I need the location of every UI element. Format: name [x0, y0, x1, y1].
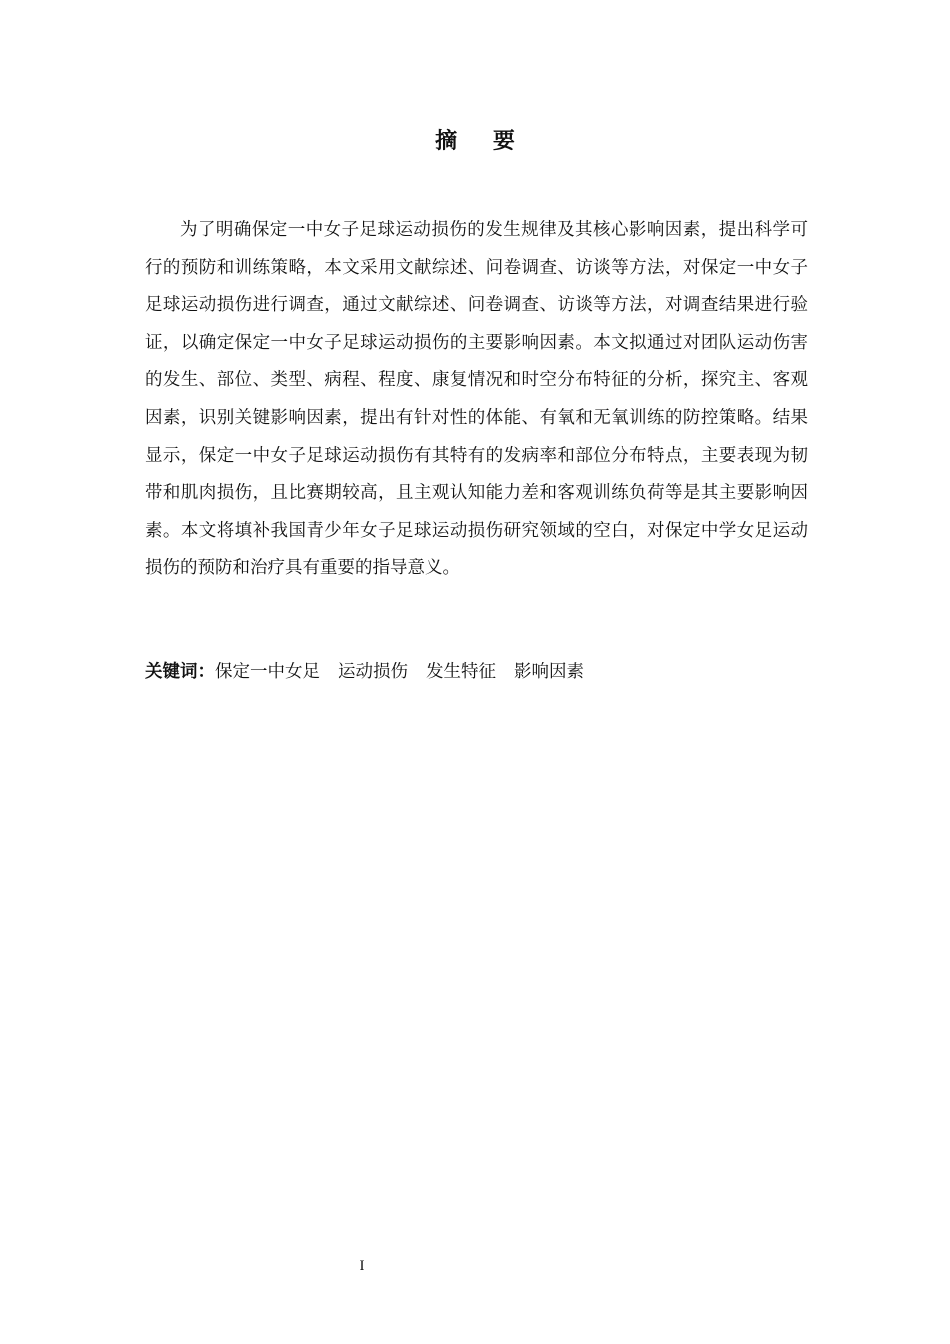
keyword-1: 保定一中女足 — [215, 662, 320, 682]
page-number: I — [359, 1258, 365, 1274]
keyword-3: 发生特征 — [426, 662, 496, 682]
keyword-4: 影响因素 — [514, 662, 584, 682]
abstract-title: 摘 要 — [435, 129, 529, 154]
keywords-line — [145, 657, 808, 687]
keywords-label: 关键词： — [145, 662, 215, 682]
keyword-2: 运动损伤 — [338, 662, 408, 682]
abstract-body: 为了明确保定一中女子足球运动损伤的发生规律及其核心影响因素，提出科学可行的预防和训练策略，本文采用文献综述、问卷调查、访谈等方法，对保定一中女子足球运动损伤进行调查，通过文献综述、问卷调查、访谈等方法，对调查结果进行验证，以确定保定一中女子足球运动损伤的主要影响因素。本文拟通过对团队运动伤害的发生、部位、类型、病程、程度、康复情况和时空分布特征的分析，探究主、客观因素，识别关键影响因素，提出有针对性的体能、有氧和无氧训练的防控策略。结果显示，保定一中女子足球运动损伤有其特有的发病率和部位分布特点，主要表现为韧带和肌肉损伤，且比赛期较高，且主观认知能力差和客观训练负荷等是其主要影响因素。本文将填补我国青少年女子足球运动损伤研究领域的空白，对保定中学女足运动损伤的预防和治疗具有重要的指导意义。 — [145, 220, 808, 579]
